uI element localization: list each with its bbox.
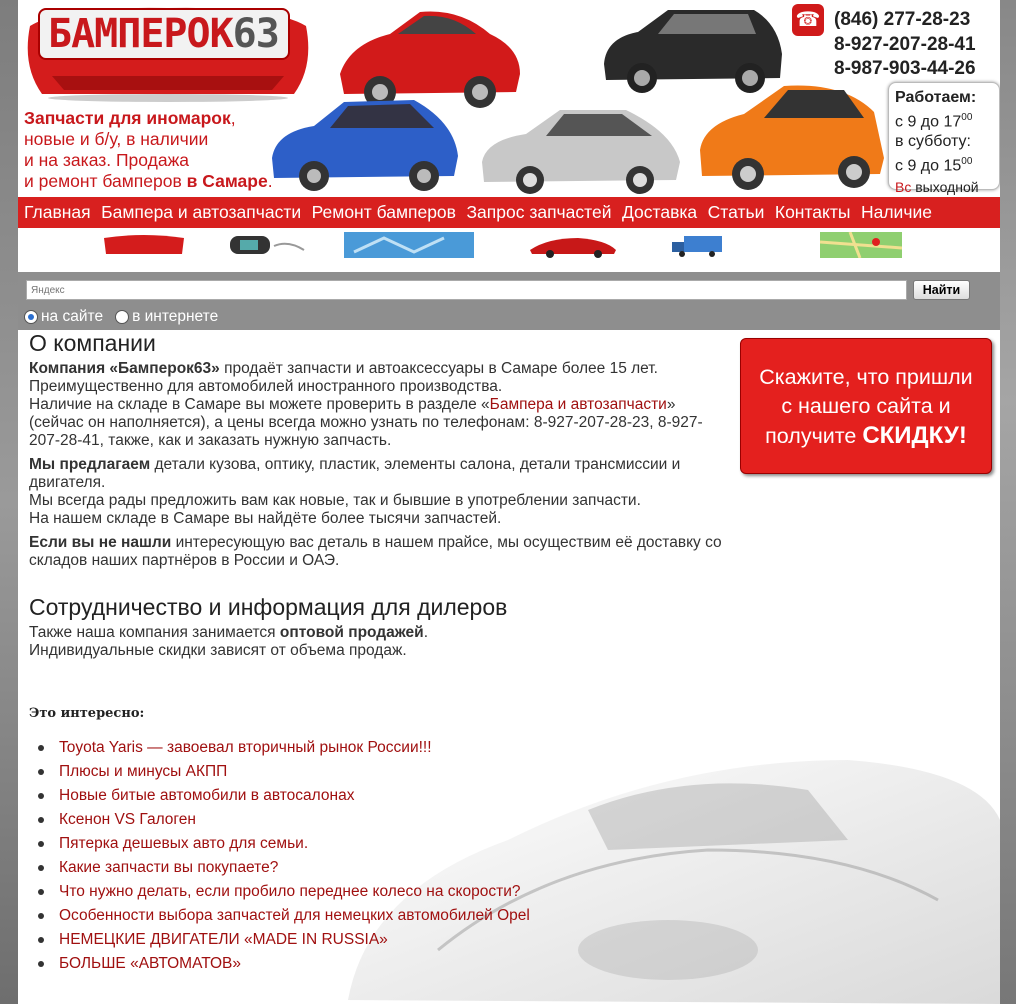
list-item [48, 760, 530, 784]
dealers-dot: . [423, 624, 429, 641]
hours-saturday: с 9 до 15 [895, 157, 962, 175]
company-name: Компания «Бамперок63» [29, 360, 220, 377]
orange-car-icon [694, 78, 890, 194]
bumper-icon[interactable] [102, 232, 186, 258]
phone-number[interactable]: 8-987-903-44-26 [834, 58, 976, 79]
bullet-icon [38, 889, 44, 895]
about-paragraph-2 [29, 456, 729, 528]
phone-number[interactable]: 8-927-207-28-41 [834, 33, 976, 55]
article-link[interactable]: Что нужно делать, если пробило переднее колесо на скорости? [59, 883, 521, 900]
bullet-icon [38, 841, 44, 847]
tagline-dot: . [267, 171, 273, 191]
delivery-truck-icon[interactable] [670, 232, 724, 258]
about-text-4: » (сейчас он наполняется), а цены всегда можно узнать по телефонам: 8-927-207-28-23, 8-927-207-28-41, также, как и заказать нужную запчасть. [29, 396, 703, 449]
dealers-paragraph [29, 624, 729, 660]
phone-list [834, 8, 976, 82]
about-paragraph-1 [29, 360, 729, 450]
hours-weekdays-min: 00 [961, 112, 973, 123]
tagline-line1: Запчасти для иномарок [24, 108, 231, 128]
not-found-label: Если вы не нашли [29, 534, 172, 551]
about-text-2: Преимущественно для автомобилей иностранного производства. [29, 378, 503, 395]
radio-site-label[interactable]: на сайте [41, 308, 104, 325]
list-item [48, 832, 530, 856]
article-link[interactable]: БОЛЬШЕ «АВТОМАТОВ» [59, 955, 241, 972]
repair-map-icon[interactable] [344, 232, 474, 258]
article-link[interactable]: Новые битые автомобили в автосалонах [59, 787, 355, 804]
list-item [48, 808, 530, 832]
offer-label: Мы предлагаем [29, 456, 151, 473]
bullet-icon [38, 769, 44, 775]
nav-stock[interactable]: Наличие [860, 202, 932, 222]
phone-icon: ☎ [792, 4, 824, 36]
tagline-line3: и на заказ. Продажа [24, 150, 190, 170]
nav-contacts[interactable]: Контакты [774, 202, 851, 222]
tagline-line4: и ремонт бамперов [24, 171, 187, 191]
tagline-line2: новые и б/у, в наличии [24, 129, 209, 149]
hours-saturday-min: 00 [961, 156, 973, 168]
promo-line-3: получите [765, 424, 863, 448]
nav-bumpers-parts[interactable]: Бампера и автозапчасти [101, 202, 302, 222]
hours-sunday-off: выходной [911, 178, 979, 195]
list-item [48, 856, 530, 880]
not-found-text: интересующую вас деталь в нашем прайсе, мы осуществим её доставку со складов наших партнёров в России и ОАЭ. [29, 534, 722, 569]
search-bar [18, 272, 1000, 330]
about-text-3: Наличие на складе в Самаре вы можете проверить в разделе « [29, 396, 490, 413]
nav-delivery[interactable]: Доставка [622, 202, 698, 222]
search-bar-arrow [982, 272, 996, 330]
offer-text-3: На нашем складе в Самаре вы найдёте более тысячи запчастей. [29, 510, 502, 527]
main-content [29, 330, 729, 666]
logo-plate[interactable] [38, 8, 290, 60]
hours-saturday-label: в субботу: [895, 133, 971, 151]
article-link[interactable]: Плюсы и минусы АКПП [59, 763, 228, 780]
list-item [48, 952, 530, 976]
bullet-icon [38, 937, 44, 943]
bullet-icon [38, 913, 44, 919]
page-title: О компании [29, 330, 156, 356]
page [18, 0, 1000, 1004]
article-link[interactable]: Какие запчасти вы покупаете? [59, 859, 279, 876]
promo-line-2: с нашего сайта и [781, 394, 951, 418]
about-paragraph-3 [29, 534, 729, 570]
list-item [48, 904, 530, 928]
tagline-comma: , [230, 108, 236, 128]
wholesale-label: оптовой продажей [279, 624, 424, 641]
list-item [48, 784, 530, 808]
article-list [48, 736, 530, 976]
sports-car-icon[interactable] [528, 232, 618, 258]
silver-car-icon [476, 100, 686, 194]
offer-text-2: Мы всегда рады предложить вам как новые, так и бывшие в употреблении запчасти. [29, 492, 641, 509]
search-input[interactable] [26, 280, 907, 300]
tagline-city: в Самаре [186, 171, 268, 191]
nav-bumper-repair[interactable]: Ремонт бамперов [311, 202, 456, 222]
nav-parts-request[interactable]: Запрос запчастей [466, 202, 612, 222]
bumpers-parts-link[interactable]: Бампера и автозапчасти [489, 396, 667, 413]
dealers-text-1: Также наша компания занимается [29, 624, 280, 641]
bullet-icon [38, 817, 44, 823]
main-nav [18, 197, 1000, 228]
search-button[interactable]: Найти [913, 280, 970, 300]
dealers-title: Сотрудничество и информация для дилеров [29, 594, 508, 620]
car-alarm-icon[interactable] [228, 232, 308, 258]
interesting-title: Это интересно: [29, 706, 145, 721]
promo-line-1: Скажите, что пришли [759, 365, 973, 389]
phone-number[interactable]: (846) 277-28-23 [834, 9, 971, 30]
radio-internet[interactable] [115, 310, 129, 324]
hours-title: Работаем: [895, 89, 977, 106]
bullet-icon [38, 865, 44, 871]
article-link[interactable]: НЕМЕЦКИЕ ДВИГАТЕЛИ «MADE IN RUSSIA» [59, 931, 388, 948]
article-link[interactable]: Особенности выбора запчастей для немецких автомобилей Opel [59, 907, 530, 924]
promo-discount: СКИДКУ! [862, 422, 967, 449]
background-right [1000, 0, 1016, 1004]
list-item [48, 880, 530, 904]
background-left [0, 0, 18, 1004]
offer-text: детали кузова, оптику, пластик, элементы салона, детали трансмиссии и двигателя. [29, 456, 681, 491]
blue-car-icon [264, 92, 464, 192]
radio-site[interactable] [24, 310, 38, 324]
bullet-icon [38, 745, 44, 751]
logo-name: БАМПЕРОК [48, 11, 233, 57]
list-item [48, 928, 530, 952]
hours-weekdays: с 9 до 17 [895, 113, 962, 131]
about-text-1: продаёт запчасти и автоаксессуары в Самаре более 15 лет. [219, 360, 658, 377]
article-link[interactable]: Toyota Yaris — завоевал вторичный рынок России!!! [59, 739, 432, 756]
hours-sunday: Вс [895, 178, 912, 195]
article-link[interactable]: Пятерка дешевых авто для семьи. [59, 835, 309, 852]
location-map-icon[interactable] [820, 232, 902, 258]
bullet-icon [38, 961, 44, 967]
search-scope [24, 308, 230, 326]
logo-number: 63 [232, 11, 279, 57]
header [18, 0, 1000, 197]
radio-internet-label[interactable]: в интернете [132, 308, 219, 325]
nav-articles[interactable]: Статьи [707, 202, 765, 222]
nav-home[interactable]: Главная [24, 202, 91, 222]
dealers-text-2: Индивидуальные скидки зависят от объема продаж. [29, 642, 407, 659]
article-link[interactable]: Ксенон VS Галоген [59, 811, 196, 828]
discount-promo[interactable] [740, 338, 992, 474]
bullet-icon [38, 793, 44, 799]
list-item [48, 736, 530, 760]
working-hours [888, 82, 1000, 195]
nav-icon-row [18, 228, 1000, 272]
